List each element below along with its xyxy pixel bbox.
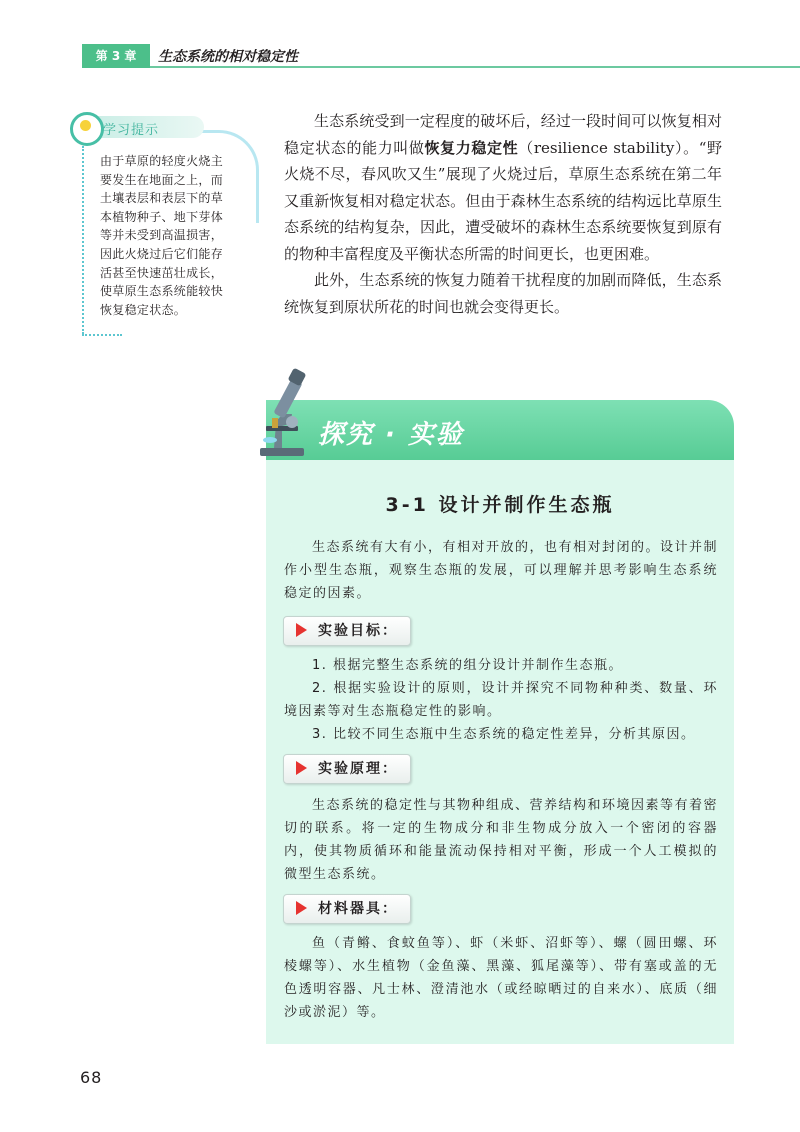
goals-list: [284, 654, 718, 746]
goal-item: 2. 根据实验设计的原则，设计并探究不同物种种类、数量、环境因素等对生态瓶稳定性的影响。: [284, 681, 718, 719]
experiment-banner-title: 探究 · 实验: [318, 420, 464, 450]
red-arrow-icon: [296, 761, 307, 775]
section-label-goals: 实验目标：: [318, 623, 398, 639]
goal-item: 3. 比较不同生态瓶中生态系统的稳定性差异，分析其原因。: [312, 727, 696, 742]
header-divider: [150, 66, 800, 68]
red-arrow-icon: [296, 901, 307, 915]
principle-text-block: [284, 794, 718, 886]
chapter-title: 生态系统的相对稳定性: [158, 49, 298, 65]
paragraph-text: （resilience stability）。“野火烧不尽，春风吹又生”展现了火烧过后，草原生态系统在第二年又重新恢复相对稳定状态。但由于森林生态系统的结构远比草原生态系统的结构复杂，因此，遭受破坏的森林生态系统要恢复到原有的物种丰富程度及平衡状态所需的时间更长，也更困难。: [284, 138, 722, 263]
paragraph-text: 生态系统受到一定程度的破坏后，经过一段时间可以恢复相对稳定状态的能力叫做: [284, 112, 722, 157]
materials-text-block: [284, 932, 718, 1024]
principle-text: 生态系统的稳定性与其物种组成、营养结构和环境因素等有着密切的联系。将一定的生物成分和非生物成分放入一个密闭的容器内，使其物质循环和能量流动保持相对平衡，形成一个人工模拟的微型生态系统。: [284, 798, 719, 882]
red-arrow-icon: [296, 623, 307, 637]
key-term: 恢复力稳定性: [424, 138, 519, 157]
paragraph-resilience: [284, 108, 722, 267]
section-label-principle: 实验原理：: [318, 761, 398, 777]
tip-border-bottom: [82, 334, 122, 336]
chapter-tab: 第 3 章: [82, 44, 150, 68]
page-number: 68: [80, 1068, 103, 1087]
intro-text: 生态系统有大有小，有相对开放的，也有相对封闭的。设计并制作小型生态瓶，观察生态瓶的发展，可以理解并思考影响生态系统稳定的因素。: [284, 540, 719, 601]
goal-item: 1. 根据完整生态系统的组分设计并制作生态瓶。: [312, 658, 624, 673]
experiment-intro: [284, 536, 718, 605]
materials-text: 鱼（青鳉、食蚊鱼等）、虾（米虾、沼虾等）、螺（圆田螺、环棱螺等）、水生植物（金鱼藻、黑藻、狐尾藻等）、带有塞或盖的无色透明容器、凡士林、澄清池水（或经晾晒过的自来水）、底质（细沙或淤泥）等。: [284, 936, 718, 1020]
paragraph-disturbance: 此外，生态系统的恢复力随着干扰程度的加剧而降低，生态系统恢复到原状所花的时间也就会变得更长。: [284, 271, 722, 316]
tip-text: 由于草原的轻度火烧主要发生在地面之上，而土壤表层和表层下的草本植物种子、地下芽体等并未受到高温损害，因此火烧过后它们能存活甚至快速茁壮成长，使草原生态系统能较快恢复稳定状态。: [100, 154, 224, 317]
tip-label: 学习提示: [103, 123, 160, 138]
experiment-heading: 3-1 设计并制作生态瓶: [385, 494, 615, 516]
tip-border-left: [82, 146, 84, 334]
lightbulb-glow-icon: [80, 120, 91, 131]
section-label-materials: 材料器具：: [318, 901, 398, 917]
main-text: [284, 108, 722, 320]
